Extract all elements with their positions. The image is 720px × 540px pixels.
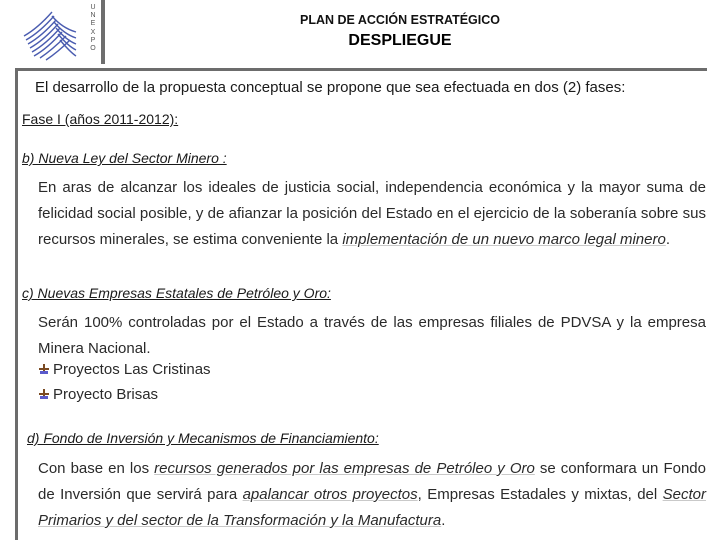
bullet-pin-icon xyxy=(38,388,50,400)
bullet-text: Proyecto Brisas xyxy=(53,386,159,403)
section-d-text: se conformara un Fondo de Inversión que servirá para xyxy=(38,460,706,503)
section-b-highlight: implementación de un nuevo marco legal minero xyxy=(342,231,666,248)
section-d-highlight: Sector Primarios y del sector de la Transformación y la Manufactura xyxy=(38,486,706,529)
header-divider xyxy=(101,0,105,64)
phase-heading: Fase I (años 2011-2012): xyxy=(22,111,179,127)
university-acronym xyxy=(88,4,98,53)
acronym-letter: O xyxy=(90,45,96,53)
section-d-text-end: . xyxy=(441,512,446,529)
bullet-pin-icon xyxy=(38,363,50,375)
acronym-letter: E xyxy=(90,20,96,28)
list-item xyxy=(38,386,158,403)
section-d-highlight: recursos generados por las empresas de Petróleo y Oro xyxy=(154,460,535,477)
section-d-paragraph xyxy=(38,456,706,534)
section-b-heading: b) Nueva Ley del Sector Minero : xyxy=(22,150,227,166)
acronym-letter: P xyxy=(90,36,96,44)
content-frame xyxy=(15,68,707,540)
section-c-heading: c) Nuevas Empresas Estatales de Petróleo y Oro: xyxy=(22,285,331,301)
bullet-text: Proyectos Las Cristinas xyxy=(53,361,211,378)
section-d-text: , Empresas Estadales y mixtas, del xyxy=(417,486,663,503)
page-subtitle: PLAN DE ACCIÓN ESTRATÉGICO xyxy=(299,13,500,27)
unexpo-logo xyxy=(18,6,82,62)
page-title: DESPLIEGUE xyxy=(348,32,452,49)
section-d-highlight: apalancar otros proyectos xyxy=(242,486,418,503)
section-b-paragraph xyxy=(38,175,706,253)
acronym-letter: U xyxy=(90,4,96,11)
acronym-letter: N xyxy=(90,12,96,20)
acronym-letter: X xyxy=(90,28,96,36)
page-header xyxy=(200,13,600,50)
section-d-text: Con base en los xyxy=(38,460,155,477)
section-b-text: En aras de alcanzar los ideales de justicia social, independencia económica y la mayor suma de felicidad social posible, y de afianzar la posición del Estado en el ejercicio de la soberanía sobre sus recursos minerales, se estima conveniente la xyxy=(38,179,706,248)
intro-text: El desarrollo de la propuesta conceptual se propone que sea efectuada en dos (2) fases: xyxy=(35,79,626,96)
section-b-text-end: . xyxy=(665,231,670,248)
section-c-paragraph: Serán 100% controladas por el Estado a través de las empresas filiales de PDVSA y la empresa Minera Nacional. xyxy=(38,314,706,357)
list-item xyxy=(38,361,211,378)
section-d-heading: d) Fondo de Inversión y Mecanismos de Financiamiento: xyxy=(27,430,379,446)
